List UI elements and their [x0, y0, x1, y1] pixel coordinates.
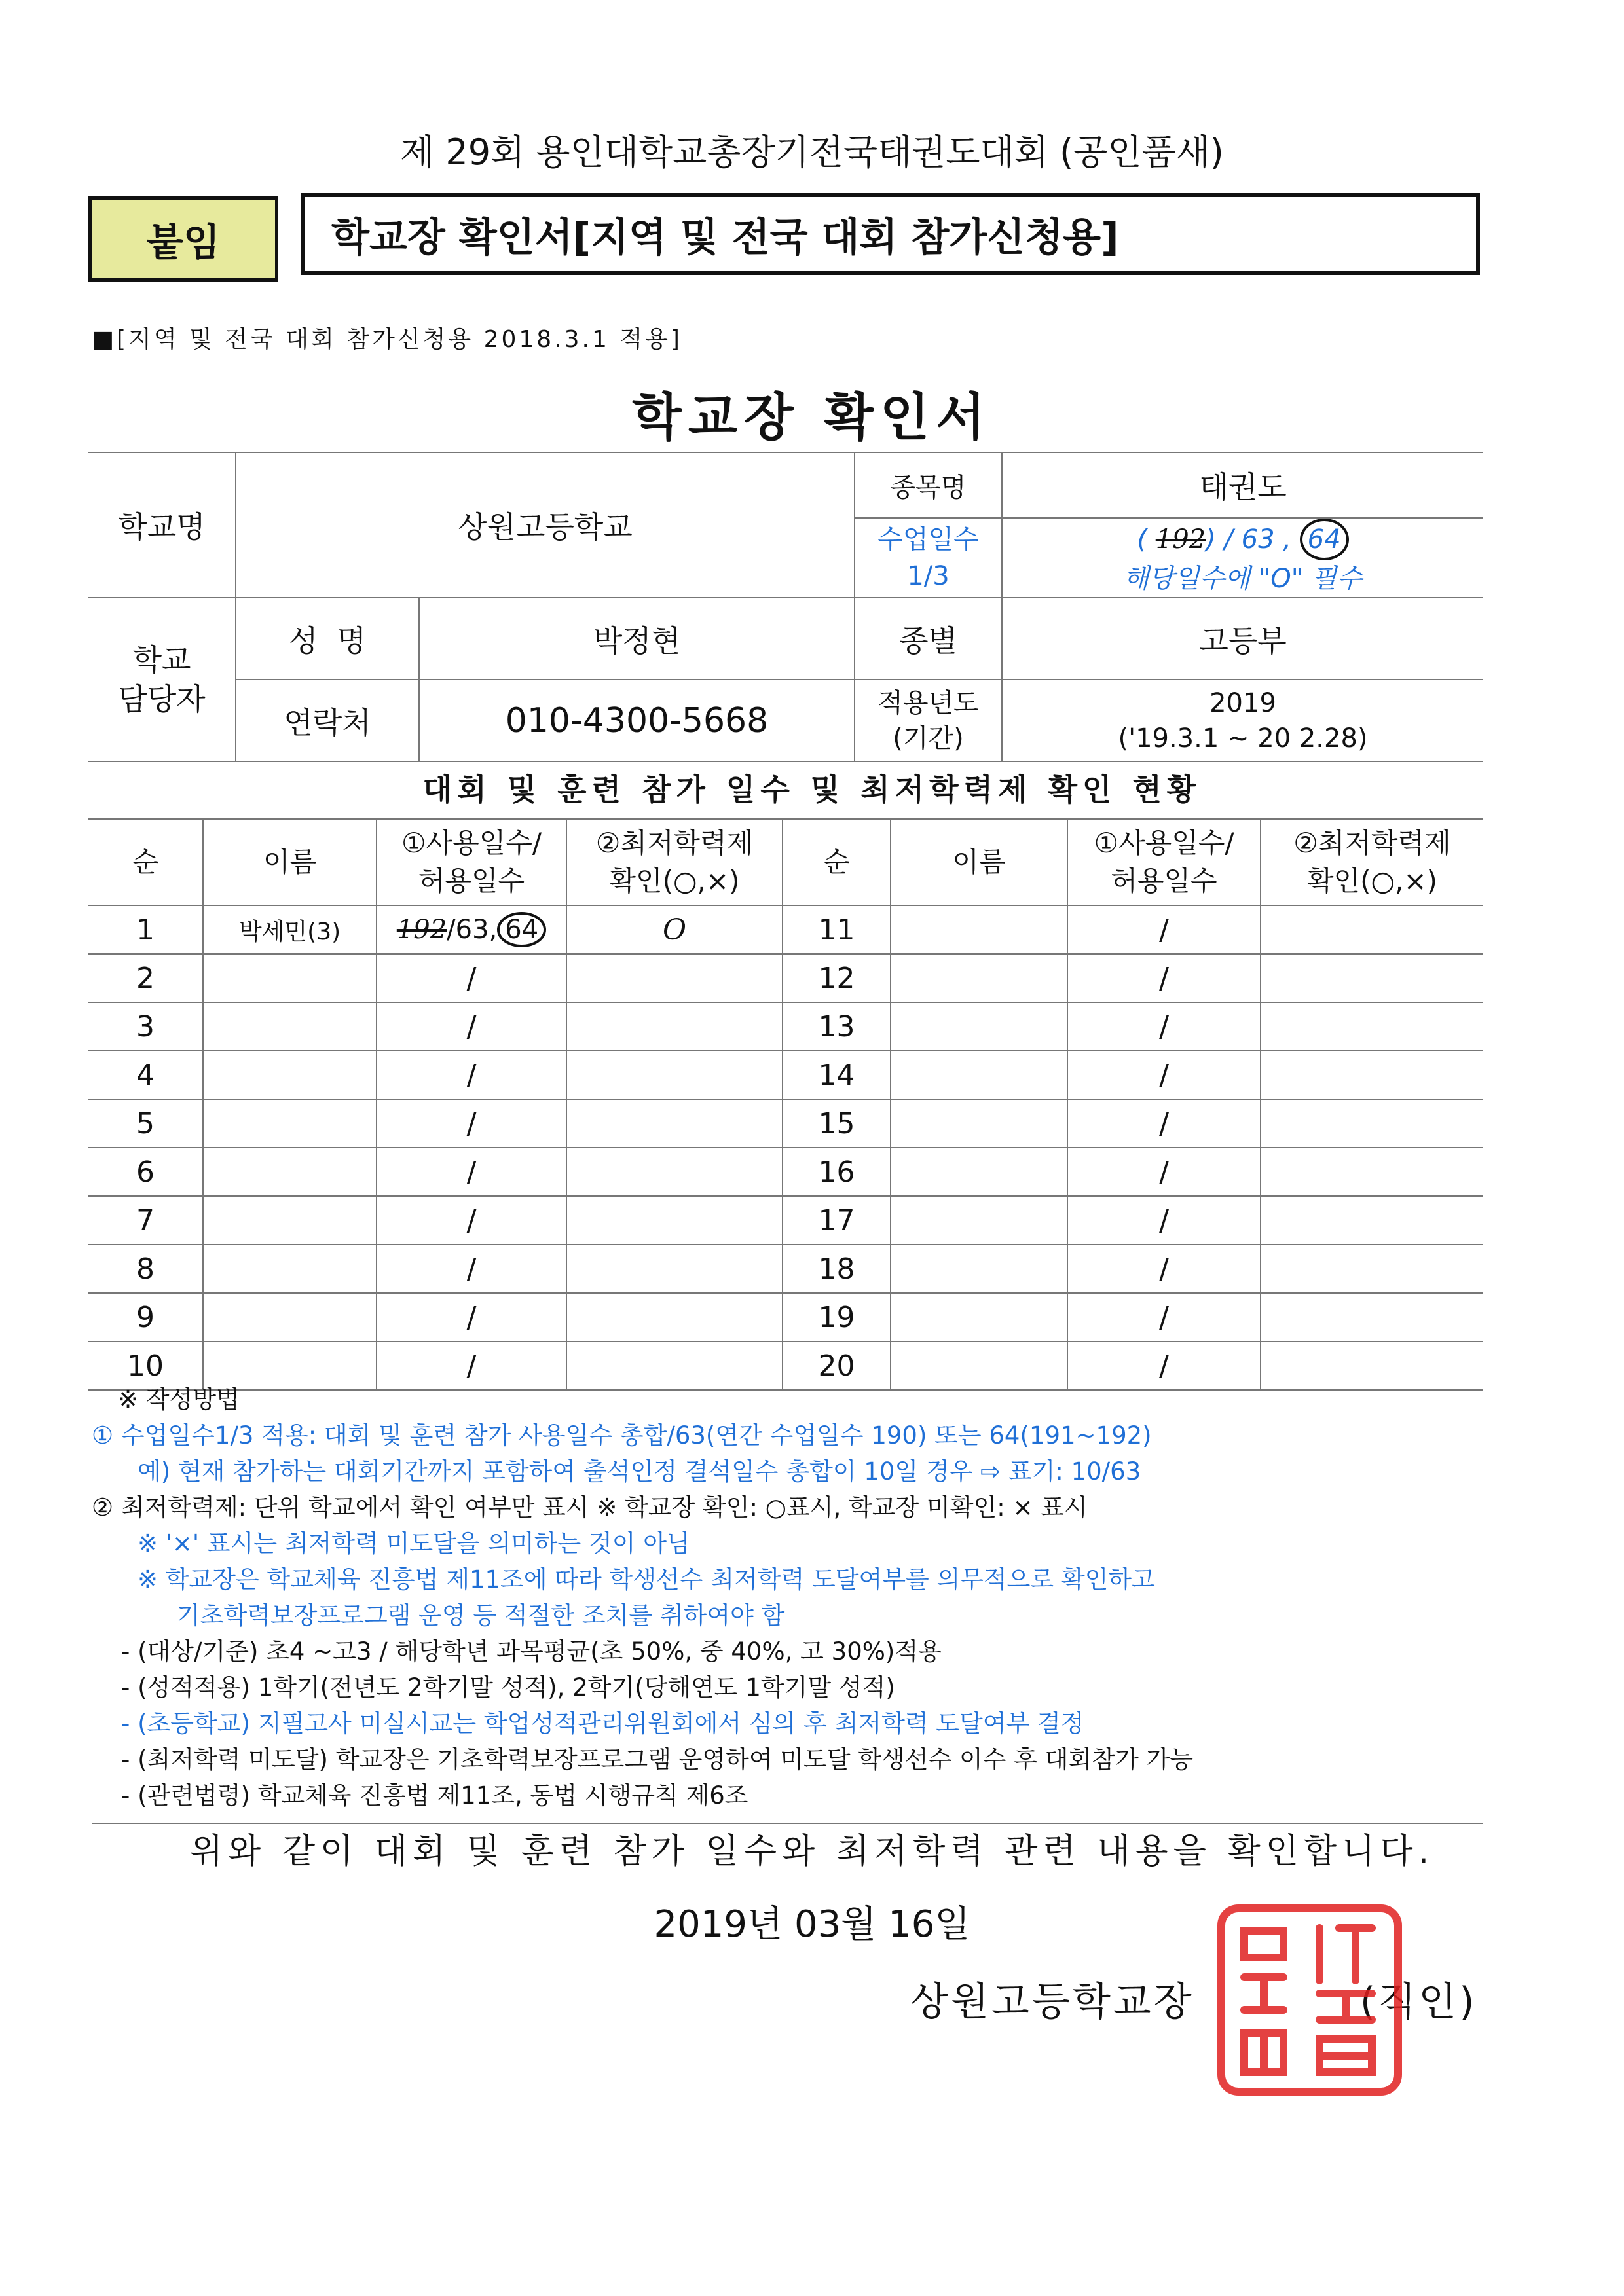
- school-name: 상원고등학교: [236, 452, 855, 598]
- applies-note: ■[지역 및 전국 대회 참가신청용 2018.3.1 적용]: [92, 326, 682, 353]
- staff-label-1: 학교: [132, 642, 191, 678]
- col-no-left: 순: [88, 819, 203, 905]
- guide-heading: ※ 작성방법: [118, 1385, 240, 1413]
- year-label-2: (기간): [893, 723, 964, 754]
- guide-line-6: 기초학력보장프로그램 운영 등 적절한 조치를 취하여야 함: [177, 1601, 785, 1630]
- staff-label: [88, 598, 236, 761]
- sport-label: 종목명: [855, 452, 1002, 518]
- row-name: 박세민(3): [203, 905, 377, 954]
- table-row: 3 / 13 /: [88, 1002, 1483, 1051]
- writing-guide: [92, 1381, 1493, 1824]
- confirmation-statement: 위와 같이 대회 및 훈련 참가 일수와 최저학력 관련 내용을 확인합니다.: [189, 1832, 1435, 1871]
- class-days-struck: 192: [1155, 524, 1206, 555]
- col-days-left: ①사용일수/ 허용일수: [377, 819, 566, 905]
- col-name-left: 이름: [203, 819, 377, 905]
- info-table: [88, 452, 1483, 762]
- usage-table: [88, 818, 1483, 1391]
- row-days-struck: 192: [396, 915, 447, 945]
- status-heading: 대회 및 훈련 참가 일수 및 최저학력제 확인 현황: [422, 772, 1202, 807]
- staff-label-2: 담당자: [118, 682, 206, 717]
- contact-value: 010-4300-5668: [419, 680, 855, 761]
- seal-label: (직인): [1359, 1979, 1477, 2025]
- row-days: [377, 905, 566, 954]
- guide-line-8: - (성적적용) 1학기(전년도 2학기말 성적), 2학기(당해연도 1학기말 성적): [121, 1673, 895, 1702]
- main-title: 학교장 확인서: [632, 388, 992, 447]
- table-row: 9 / 19 /: [88, 1293, 1483, 1341]
- division-label: 종별: [855, 598, 1002, 680]
- row-min-right: [1261, 905, 1483, 954]
- table-row: 4 / 14 /: [88, 1051, 1483, 1099]
- table-row: 7 / 17 /: [88, 1196, 1483, 1245]
- period: ('19.3.1 ~ 20 2.28): [1118, 723, 1368, 754]
- year-label: [855, 680, 1002, 761]
- guide-line-5: ※ 학교장은 학교체육 진흥법 제11조에 따라 학생선수 최저학력 도달여부를 의무적으로 확인하고: [138, 1565, 1155, 1594]
- col-no-right: 순: [783, 819, 891, 905]
- col-min-left: ②최저학력제 확인(○,×): [566, 819, 783, 905]
- sport-value: 태권도: [1002, 452, 1483, 518]
- class-days-text: ) / 63 ,: [1206, 524, 1300, 555]
- guide-line-9: - (초등학교) 지필고사 미실시교는 학업성적관리위원회에서 심의 후 최저학력 도달여부 결정: [121, 1709, 1084, 1738]
- year: 2019: [1209, 687, 1276, 718]
- row-number: 1: [88, 905, 203, 954]
- class-days-label-1: 수업일수: [877, 524, 979, 555]
- class-days-circled: 64: [1300, 519, 1349, 560]
- table-row: [88, 905, 1483, 954]
- row-name-right: [891, 905, 1067, 954]
- col-name-right: 이름: [891, 819, 1067, 905]
- guide-line-1: ① 수업일수1/3 적용: 대회 및 훈련 참가 사용일수 총합/63(연간 수업일수 190) 또는 64(191~192): [92, 1421, 1152, 1449]
- row-min: O: [566, 905, 783, 954]
- row-days-circled: 64: [497, 912, 546, 947]
- guide-line-4: ※ '×' 표시는 최저학력 미도달을 의미하는 것이 아님: [138, 1529, 690, 1558]
- class-days-value: ( 192) / 63 , 64 해당일수에 "O" 필수: [1002, 518, 1483, 598]
- row-days-text: /63,: [447, 915, 498, 945]
- staff-name: 박정현: [419, 598, 855, 680]
- row-days-right: /: [1067, 905, 1261, 954]
- guide-line-11: - (관련법령) 학교체육 진흥법 제11조, 동법 시행규칙 제6조: [121, 1781, 748, 1810]
- division-value: 고등부: [1002, 598, 1483, 680]
- school-label: 학교명: [88, 452, 236, 598]
- col-days-right: ①사용일수/ 허용일수: [1067, 819, 1261, 905]
- name-label: 성 명: [236, 598, 419, 680]
- class-days-note: 해당일수에 "O" 필수: [1123, 564, 1363, 594]
- guide-line-3: ② 최저학력제: 단위 학교에서 확인 여부만 표시 ※ 학교장 확인: ○표시, 학교장 미확인: × 표시: [92, 1493, 1088, 1522]
- table-row: 10 / 20 /: [88, 1341, 1483, 1390]
- table-row: 5 / 15 /: [88, 1099, 1483, 1148]
- table-row: 6 / 16 /: [88, 1148, 1483, 1196]
- row-number-right: 11: [783, 905, 891, 954]
- class-days-label-2: 1/3: [907, 561, 950, 591]
- guide-line-7: - (대상/기준) 초4 ~고3 / 해당학년 과목평균(초 50%, 중 40%, 고 30%)적용: [121, 1637, 942, 1666]
- document-title: 학교장 확인서[지역 및 전국 대회 참가신청용]: [301, 193, 1480, 275]
- guide-line-2: 예) 현재 참가하는 대회기간까지 포함하여 출석인정 결석일수 총합이 10일 경우 ⇨ 표기: 10/63: [138, 1457, 1141, 1485]
- principal-name: 상원고등학교장: [910, 1979, 1194, 2025]
- contact-label: 연락처: [236, 680, 419, 761]
- issue-date: 2019년 03월 16일: [654, 1903, 970, 1946]
- annex-label: 붙임: [88, 196, 278, 282]
- col-min-right: ②최저학력제 확인(○,×): [1261, 819, 1483, 905]
- guide-line-10: - (최저학력 미도달) 학교장은 기초학력보장프로그램 운영하여 미도달 학생선수 이수 후 대회참가 가능: [121, 1745, 1194, 1774]
- table-row: 2 / 12 /: [88, 954, 1483, 1002]
- event-title: 제 29회 용인대학교총장기전국태권도대회 (공인품새): [400, 132, 1224, 173]
- table-row: 8 / 18 /: [88, 1245, 1483, 1293]
- year-label-1: 적용년도: [877, 687, 979, 718]
- year-value: [1002, 680, 1483, 761]
- school-seal-stamp: [1215, 1902, 1405, 2098]
- class-days-label: [855, 518, 1002, 598]
